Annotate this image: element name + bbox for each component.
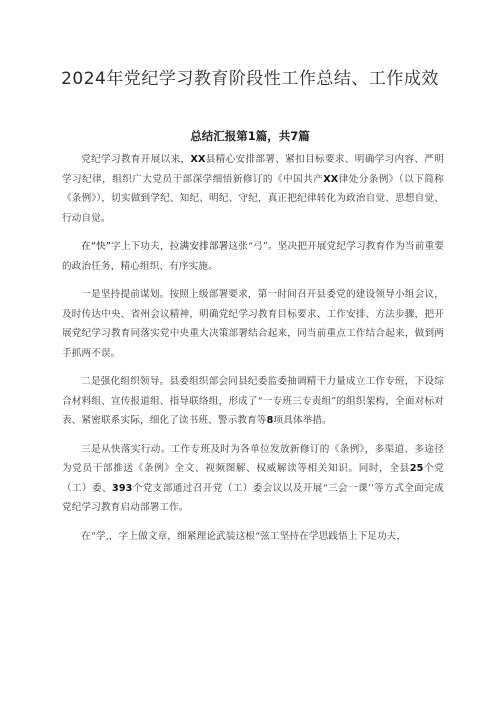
paragraph-text-segment: 字上下功夫， — [111, 241, 170, 252]
paragraph-text-segment: 8 — [266, 415, 274, 426]
body-paragraph — [62, 440, 444, 518]
paragraph-text-segment: 项具体举措。 — [273, 415, 332, 426]
paragraph-text-segment: 25 — [409, 463, 424, 474]
paragraph-text-segment: 县精心安排部署、紧扣目标要求、明确学习内容、严明学习纪律，组织广大党员干部深学细悟新修订的《中国共产 — [62, 154, 444, 185]
body-paragraph — [62, 372, 444, 431]
paragraph-text-segment: 三是从快落实行动。工作专班及时为各单位发放新修订的《条例》，多渠道、多途径为党员干部推送《条例》全文、视频图解、权威解读等相关知识。同时，全县 — [62, 443, 444, 474]
paragraph-text-segment: 一是坚持提前谋划。按照上级部署要求，第一时间召开县委党的建设领导小组会议，及时传达中央、省州会议精神，明确党纪学习教育目标要求、工作安排、方法步骤，把开展党纪学习教育同落实党中央重大决策部署结合起来，同当前重点工作结合起来，做到两手抓两不误。 — [62, 289, 444, 359]
paragraph-text-segment: 个党支部通过召开党（工）委会议以及开展“三会一课’'等方式全面完成党纪学习教育启动部署工作。 — [62, 482, 444, 513]
document-title: 2024年党纪学习教育阶段性工作总结、工作成效 — [61, 69, 439, 89]
body-paragraph — [62, 527, 444, 547]
paragraph-text-segment: 党纪学习教育开展以来， — [81, 154, 191, 165]
body-paragraph — [62, 285, 444, 363]
body-paragraph — [62, 237, 444, 276]
paragraph-text-segment: 在“快” — [81, 241, 112, 252]
paragraph-text-segment: 393 — [112, 482, 133, 494]
paragraph-text-segment: 拉满安排部署 — [169, 241, 229, 252]
paragraph-text-segment: 在“学,，字上做文章，细紧理论武装这根“弦工坚持在学思践悟上下足功夫， — [81, 530, 407, 542]
paragraph-text-segment: 律处分条例》（以下简称《条例》），切实做到学纪、知纪、明纪、守纪，真正把纪律转化为政治自觉、思想自觉、行动自觉。 — [62, 173, 444, 224]
document-body — [62, 150, 444, 555]
paragraph-text-segment: XX — [323, 173, 339, 185]
document-subtitle: 总结汇报第1篇，共7篇 — [190, 129, 310, 143]
paragraph-text-segment: 这张“弓”。坚决把开展党纪学习教育作为当前重要的政治任务，精心组织、有序实施。 — [62, 241, 444, 272]
paragraph-text-segment: 个党（工）委、 — [62, 463, 444, 494]
paragraph-text-segment: XX — [190, 154, 206, 165]
body-paragraph — [62, 150, 444, 228]
paragraph-text-segment: 二是强化组织领导。县委组织部会同县纪委监委抽调精干力量成立工作专班，下设综合材料组、宣传报道组、指导联络组，形成了“一专班三专责组”的组织架构，全面对标对表、紧密联系实际，细化了读书班、警示教育等 — [62, 376, 444, 426]
